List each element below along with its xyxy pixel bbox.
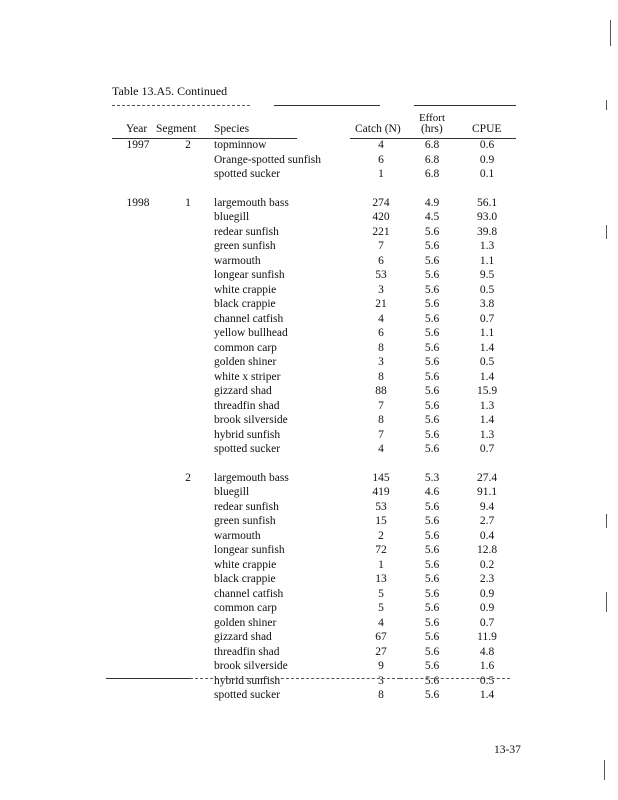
cell-effort: 5.6 [424, 616, 440, 629]
header-segment: Segment [156, 123, 197, 135]
cell-cpue: 93.0 [476, 211, 498, 223]
cell-catch: 7 [378, 240, 384, 252]
cell-catch: 8 [378, 341, 384, 354]
table-caption: Table 13.A5. Continued [112, 84, 228, 98]
cell-effort: 5.6 [424, 544, 440, 556]
cell-effort: 5.6 [424, 428, 440, 441]
table-row [0, 485, 618, 499]
cell-cpue: 0.7 [479, 312, 495, 325]
table-row [0, 630, 618, 644]
table-row [0, 312, 618, 326]
cell-catch: 6 [378, 254, 384, 267]
cell-cpue: 11.9 [477, 631, 497, 643]
cell-species: yellow bullhead [214, 327, 288, 339]
cell-species: longear sunfish [214, 544, 285, 556]
cell-cpue: 2.7 [479, 515, 495, 527]
cell-species: topminnow [214, 139, 267, 151]
scan-mark [606, 592, 607, 612]
cell-catch: 274 [372, 196, 390, 209]
scan-mark [606, 225, 607, 239]
cell-catch: 72 [375, 544, 387, 556]
cell-species: largemouth bass [214, 196, 289, 209]
cell-species: black crappie [214, 573, 276, 585]
cell-cpue: 0.4 [479, 529, 495, 542]
cell-species: largemouth bass [214, 471, 289, 484]
cell-species: warmouth [214, 529, 261, 542]
cell-catch: 8 [378, 370, 384, 383]
cell-effort: 5.6 [424, 298, 440, 310]
cell-cpue: 1.1 [479, 327, 495, 339]
table-row [0, 268, 618, 282]
cell-segment: 2 [185, 139, 191, 151]
cell-catch: 8 [378, 414, 384, 426]
cell-cpue: 9.5 [479, 269, 495, 281]
cell-effort: 5.6 [424, 225, 440, 238]
table-row [0, 587, 618, 601]
cell-cpue: 1.1 [479, 254, 495, 267]
cell-effort: 5.3 [424, 471, 440, 484]
table-row [0, 210, 618, 224]
table-row [0, 688, 618, 702]
table-row [0, 645, 618, 659]
top-rule-middle [274, 105, 380, 106]
cell-effort: 4.6 [424, 486, 440, 498]
cell-effort: 5.6 [424, 385, 440, 397]
cell-species: gizzard shad [214, 631, 272, 643]
table-row [0, 341, 618, 355]
cell-effort: 5.6 [424, 356, 440, 368]
cell-cpue: 56.1 [476, 196, 498, 209]
cell-cpue: 1.4 [479, 414, 495, 426]
cell-catch: 4 [378, 312, 384, 325]
table-row [0, 558, 618, 572]
cell-year: 1997 [126, 139, 150, 151]
cell-species: threadfin shad [214, 645, 280, 658]
cell-species: white crappie [214, 558, 277, 571]
scan-mark [610, 20, 611, 46]
cell-effort: 5.6 [424, 645, 440, 658]
cell-catch: 9 [378, 660, 384, 672]
cell-segment: 1 [185, 196, 191, 209]
header-year: Year [126, 123, 148, 135]
cell-effort: 5.6 [424, 515, 440, 527]
cell-cpue: 0.6 [479, 139, 495, 151]
cell-effort: 5.6 [424, 689, 440, 701]
cell-catch: 53 [375, 500, 387, 513]
cell-cpue: 15.9 [476, 385, 498, 397]
cell-catch: 4 [378, 139, 384, 151]
cell-cpue: 1.6 [479, 660, 495, 672]
table-row [0, 500, 618, 514]
cell-effort: 5.6 [424, 443, 440, 455]
cell-species: hybrid sunfish [214, 674, 281, 687]
bottom-rule-left [106, 678, 190, 679]
cell-segment: 2 [185, 471, 191, 484]
scan-mark [606, 514, 607, 528]
cell-effort: 5.6 [424, 500, 440, 513]
header-species: Species [214, 123, 250, 135]
cell-species: white crappie [214, 283, 277, 296]
cell-species: warmouth [214, 254, 261, 267]
cell-effort: 5.6 [424, 573, 440, 585]
cell-catch: 1 [378, 558, 384, 571]
cell-cpue: 1.3 [479, 399, 495, 412]
cell-effort: 5.6 [424, 529, 440, 542]
cell-species: bluegill [214, 211, 250, 223]
cell-effort: 5.6 [424, 414, 440, 426]
cell-effort: 5.6 [424, 587, 440, 600]
cell-effort: 5.6 [424, 341, 440, 354]
cell-species: redear sunfish [214, 500, 279, 513]
cell-cpue: 3.8 [479, 298, 495, 310]
cell-cpue: 0.2 [479, 558, 495, 571]
cell-effort: 5.6 [424, 370, 440, 383]
cell-cpue: 0.5 [479, 356, 495, 368]
cell-catch: 13 [375, 573, 387, 585]
cell-effort: 5.6 [424, 558, 440, 571]
cell-effort: 5.6 [424, 602, 440, 614]
cell-catch: 145 [372, 471, 390, 484]
cell-species: bluegill [214, 486, 250, 498]
cell-species: spotted sucker [214, 168, 281, 180]
cell-effort: 5.6 [424, 631, 440, 643]
table-row [0, 471, 618, 485]
cell-catch: 3 [378, 674, 384, 687]
cell-catch: 27 [375, 645, 387, 658]
cell-effort: 5.6 [424, 240, 440, 252]
cell-cpue: 9.4 [479, 500, 495, 513]
cell-cpue: 0.7 [479, 616, 495, 629]
cell-effort: 5.6 [424, 312, 440, 325]
cell-catch: 1 [378, 168, 384, 180]
page-number: 13-37 [494, 744, 521, 756]
cell-catch: 2 [378, 529, 384, 542]
cell-catch: 8 [378, 689, 384, 701]
cell-effort: 5.6 [424, 283, 440, 296]
cell-species: common carp [214, 341, 277, 354]
bottom-rule-middle [190, 678, 400, 679]
cell-species: spotted sucker [214, 443, 281, 455]
cell-effort: 4.9 [424, 196, 440, 209]
cell-species: green sunfish [214, 515, 276, 527]
cell-catch: 88 [375, 385, 387, 397]
cell-cpue: 1.3 [479, 428, 495, 441]
top-rule-left [112, 105, 250, 106]
cell-species: black crappie [214, 298, 276, 310]
cell-catch: 3 [378, 356, 384, 368]
cell-species: spotted sucker [214, 689, 281, 701]
cell-catch: 4 [378, 616, 384, 629]
cell-effort: 5.6 [424, 674, 440, 687]
cell-catch: 420 [372, 211, 390, 223]
table-row [0, 572, 618, 586]
table-row [0, 659, 618, 673]
cell-cpue: 0.9 [479, 153, 495, 166]
cell-effort: 5.6 [424, 327, 440, 339]
cell-species: green sunfish [214, 240, 276, 252]
table-row [0, 428, 618, 442]
cell-effort: 6.8 [424, 153, 440, 166]
cell-cpue: 2.3 [479, 573, 495, 585]
cell-catch: 67 [375, 631, 387, 643]
table-row [0, 283, 618, 297]
cell-catch: 5 [378, 602, 384, 614]
cell-effort: 5.6 [424, 254, 440, 267]
table-row [0, 254, 618, 268]
table-row [0, 196, 618, 210]
cell-catch: 6 [378, 327, 384, 339]
cell-catch: 21 [375, 298, 387, 310]
table-row [0, 326, 618, 340]
cell-cpue: 0.7 [479, 443, 495, 455]
header-catch: Catch (N) [355, 123, 401, 135]
cell-species: brook silverside [214, 660, 288, 672]
table-row [0, 529, 618, 543]
table-row [0, 153, 618, 167]
cell-effort: 6.8 [424, 139, 440, 151]
cell-species: golden shiner [214, 356, 277, 368]
cell-cpue: 1.4 [479, 689, 495, 701]
cell-catch: 53 [375, 269, 387, 281]
table-row [0, 384, 618, 398]
scan-mark [604, 760, 605, 780]
table-row [0, 616, 618, 630]
table-row [0, 167, 618, 181]
table-row [0, 239, 618, 253]
table-row [0, 601, 618, 615]
cell-effort: 5.6 [424, 269, 440, 281]
cell-cpue: 0.5 [479, 283, 495, 296]
cell-species: threadfin shad [214, 399, 280, 412]
cell-species: gizzard shad [214, 385, 272, 397]
cell-species: Orange-spotted sunfish [214, 153, 321, 166]
cell-catch: 6 [378, 153, 384, 166]
table-row [0, 355, 618, 369]
cell-species: hybrid sunfish [214, 428, 281, 441]
cell-catch: 7 [378, 399, 384, 412]
cell-species: longear sunfish [214, 269, 285, 281]
cell-catch: 419 [372, 486, 390, 498]
table-row [0, 370, 618, 384]
cell-species: redear sunfish [214, 225, 279, 238]
table-row [0, 297, 618, 311]
table-row [0, 399, 618, 413]
cell-effort: 6.8 [424, 168, 440, 180]
cell-cpue: 1.3 [479, 240, 495, 252]
scan-mark [606, 100, 607, 110]
cell-cpue: 12.8 [476, 544, 498, 556]
cell-species: channel catfish [214, 587, 284, 600]
cell-catch: 7 [378, 428, 384, 441]
cell-catch: 221 [372, 225, 390, 238]
bottom-rule-right [400, 678, 510, 679]
table-row [0, 413, 618, 427]
table-row [0, 225, 618, 239]
cell-cpue: 0.9 [479, 602, 495, 614]
cell-cpue: 91.1 [476, 486, 498, 498]
table-row [0, 674, 618, 688]
cell-cpue: 1.4 [479, 370, 495, 383]
table-row [0, 442, 618, 456]
cell-catch: 5 [378, 587, 384, 600]
cell-effort: 4.5 [424, 211, 440, 223]
cell-cpue: 0.1 [479, 168, 495, 180]
header-effort-top: Effort [418, 112, 446, 124]
table-row [0, 543, 618, 557]
cell-effort: 5.6 [424, 660, 440, 672]
cell-cpue: 0.9 [479, 587, 495, 600]
cell-catch: 4 [378, 443, 384, 455]
cell-species: golden shiner [214, 616, 277, 629]
cell-species: channel catfish [214, 312, 284, 325]
header-cpue: CPUE [472, 123, 502, 135]
cell-species: brook silverside [214, 414, 288, 426]
cell-catch: 15 [375, 515, 387, 527]
cell-year: 1998 [126, 196, 150, 209]
cell-effort: 5.6 [424, 399, 440, 412]
top-rule-right [414, 105, 516, 106]
cell-cpue: 1.4 [479, 341, 495, 354]
header-effort: (hrs) [421, 123, 443, 135]
cell-cpue: 0.5 [479, 674, 495, 687]
table-row [0, 514, 618, 528]
table-row [0, 138, 618, 152]
cell-cpue: 39.8 [476, 225, 498, 238]
cell-catch: 3 [378, 283, 384, 296]
cell-species: common carp [214, 602, 277, 614]
cell-cpue: 27.4 [476, 471, 498, 484]
cell-cpue: 4.8 [479, 645, 495, 658]
cell-species: white x striper [214, 370, 281, 383]
